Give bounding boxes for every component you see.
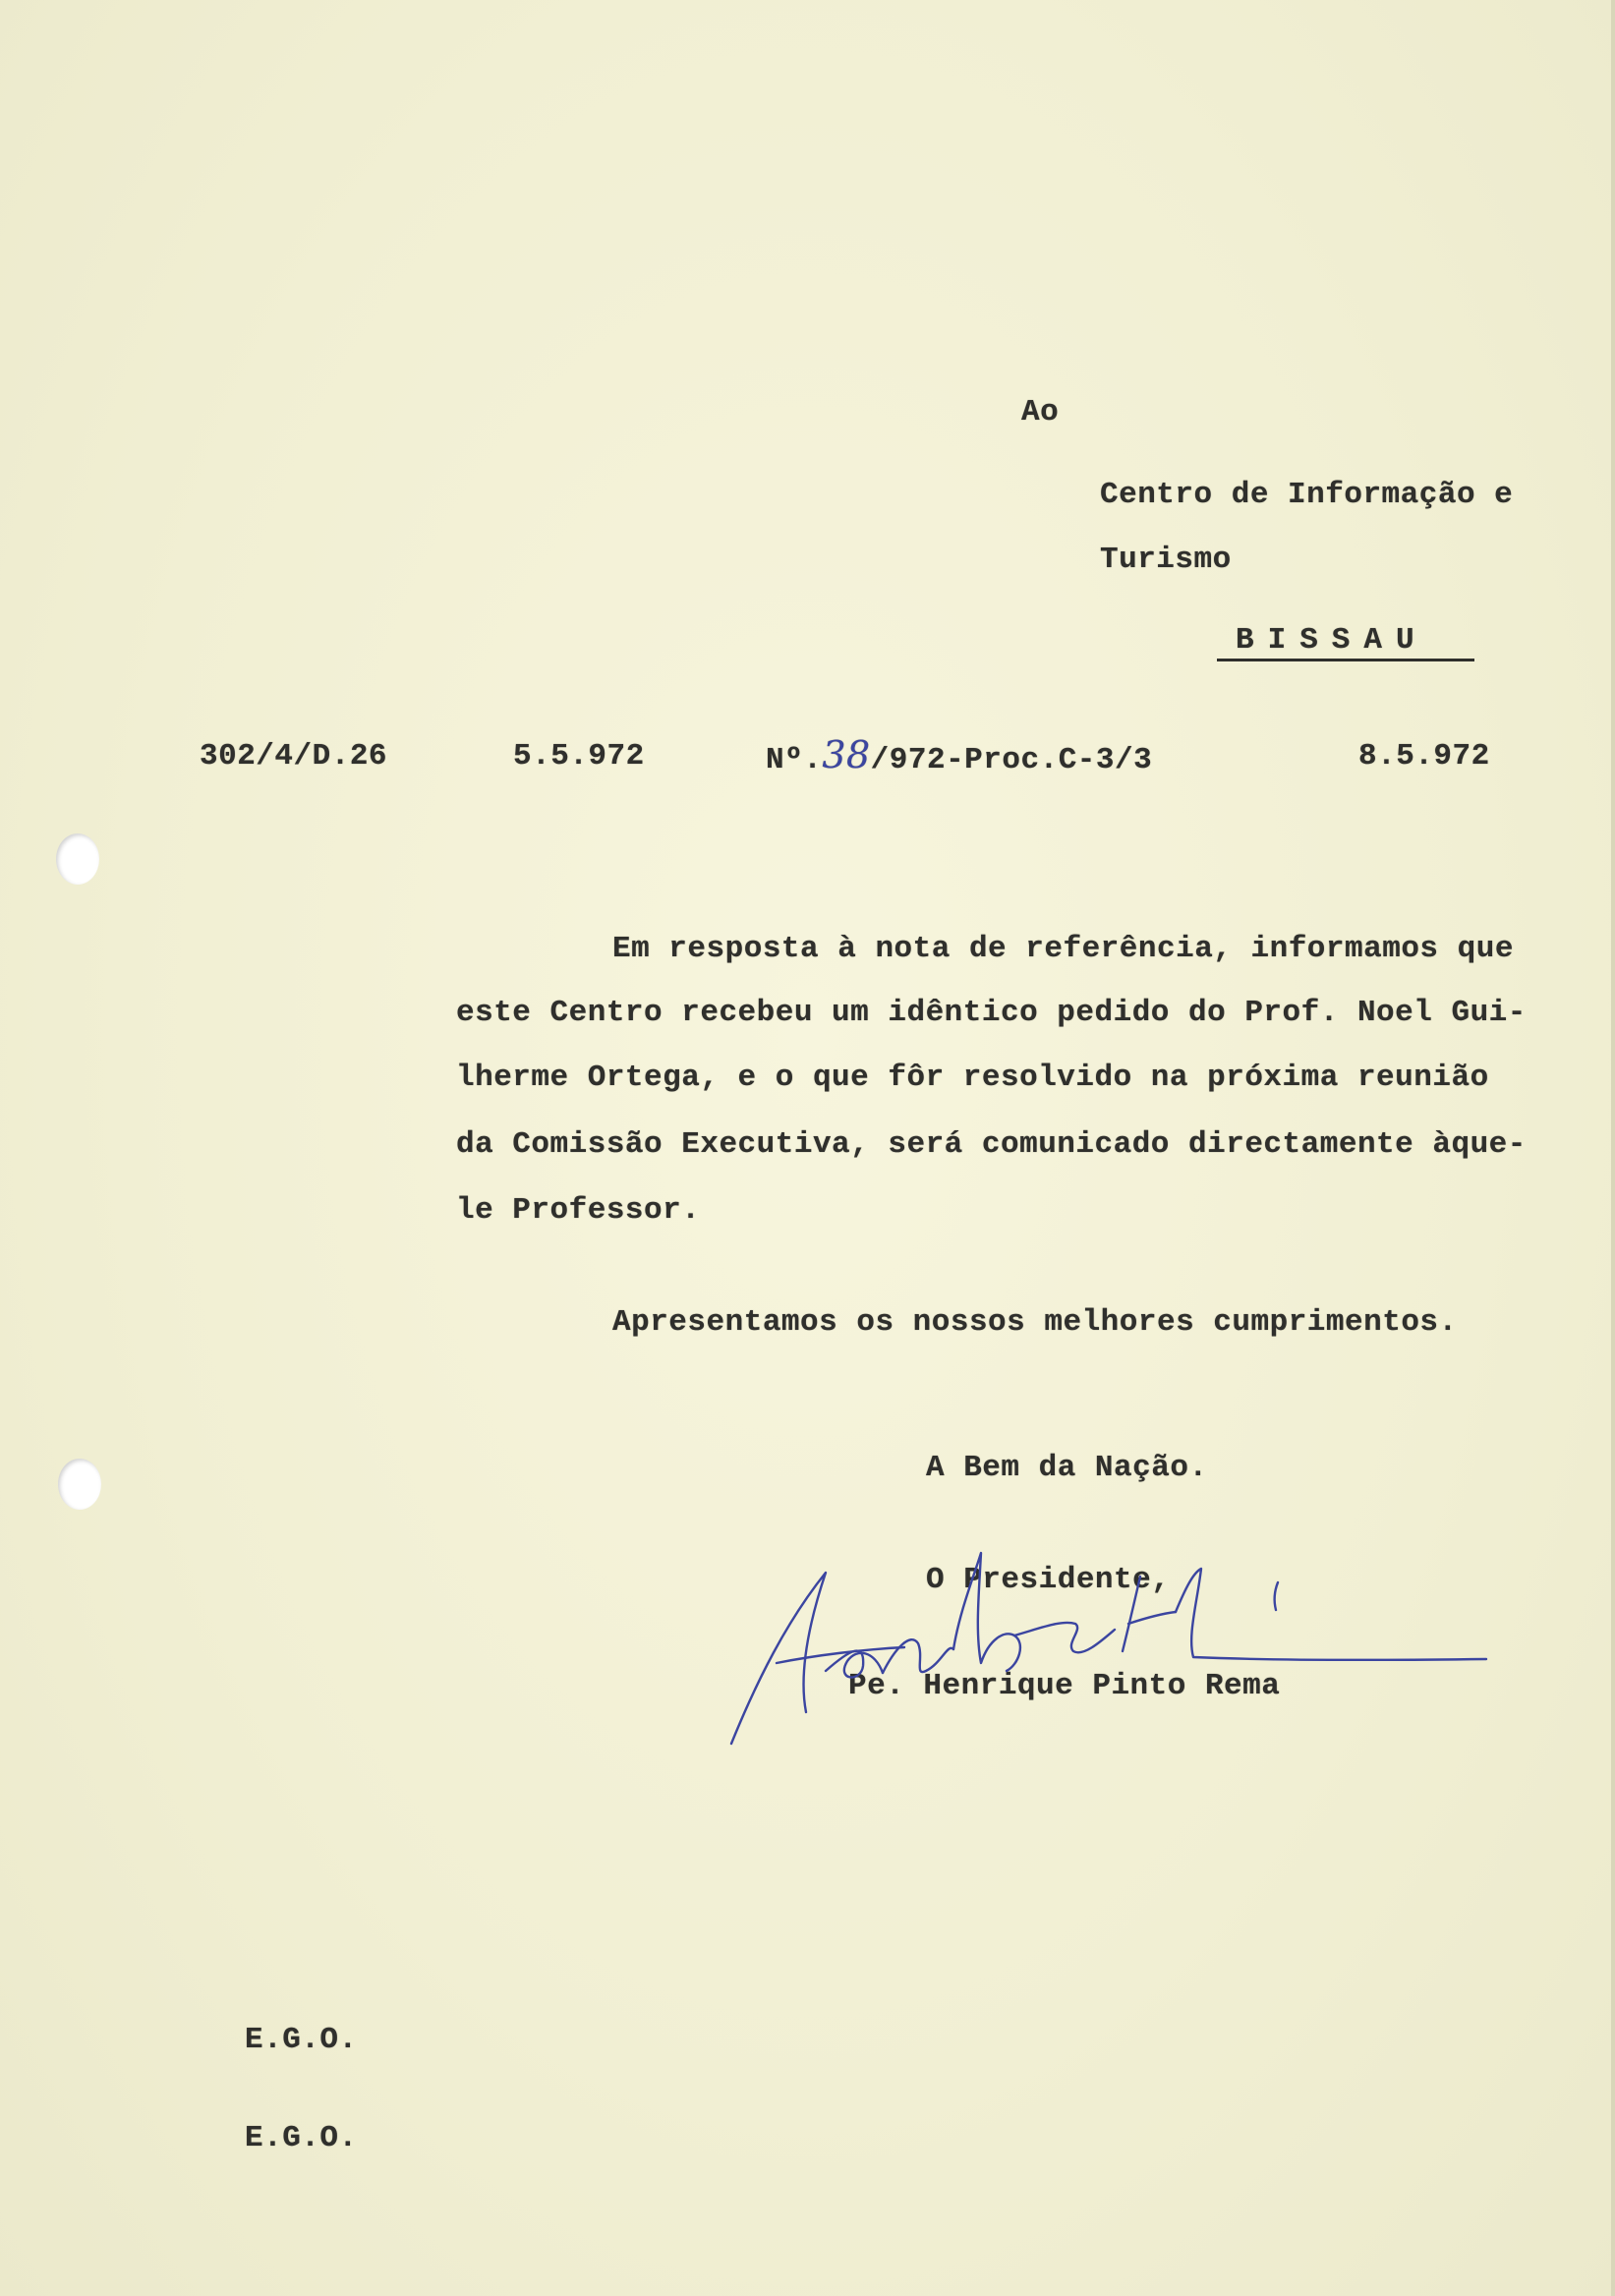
- our-reference-prefix: Nº.: [766, 743, 823, 777]
- addressee-salutation: Ao: [1021, 395, 1060, 430]
- our-date: 8.5.972: [1358, 739, 1490, 774]
- our-reference: [766, 735, 1152, 780]
- signatory-name: Pe. Henrique Pinto Rema: [848, 1669, 1281, 1703]
- their-reference: 302/4/D.26: [200, 739, 388, 774]
- punch-hole-top: [56, 833, 99, 885]
- body-line-3: lherme Ortega, e o que fôr resolvido na próxima reunião: [456, 1061, 1489, 1095]
- their-date: 5.5.972: [513, 739, 645, 774]
- addressee-line-1: Centro de Informação e: [1100, 478, 1514, 512]
- handwritten-signature: [718, 1533, 1524, 1759]
- page-edge: [1611, 0, 1615, 2296]
- addressee-line-2: Turismo: [1100, 543, 1232, 577]
- punch-hole-bottom: [58, 1459, 101, 1510]
- body-line-1: Em resposta à nota de referência, informamos que: [612, 932, 1514, 966]
- our-reference-suffix: /972-Proc.C-3/3: [870, 743, 1153, 777]
- distribution-line-2: E.G.O.: [245, 2121, 358, 2155]
- distribution-line-1: E.G.O.: [245, 2023, 358, 2057]
- closing-line: Apresentamos os nossos melhores cumprimentos.: [612, 1305, 1458, 1340]
- body-line-2: este Centro recebeu um idêntico pedido do Prof. Noel Gui-: [456, 996, 1527, 1030]
- body-line-4: da Comissão Executiva, será comunicado directamente àque-: [456, 1127, 1527, 1162]
- city-underline: [1217, 659, 1474, 661]
- body-line-5: le Professor.: [456, 1193, 701, 1228]
- motto: A Bem da Nação.: [926, 1451, 1208, 1485]
- our-reference-handwritten-number: 38: [822, 733, 871, 776]
- signatory-title: O Presidente,: [926, 1563, 1171, 1597]
- addressee-city: BISSAU: [1236, 623, 1428, 658]
